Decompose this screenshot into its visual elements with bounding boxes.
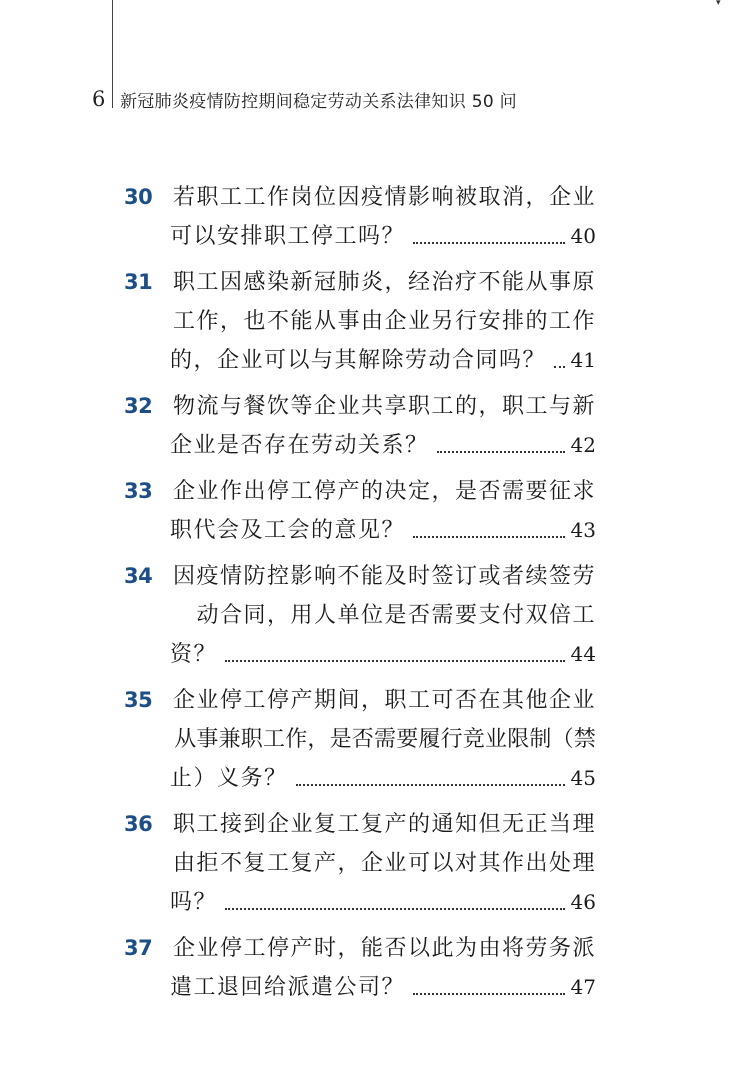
question-text: 遣工退回给派遣公司？ xyxy=(170,975,406,1000)
page-ref: 42 xyxy=(570,433,596,457)
question-number: 34 xyxy=(124,564,153,588)
page-ref: 46 xyxy=(570,890,596,914)
question-text: 企业停工停产期间，职工可否在其他企业 xyxy=(172,688,596,713)
question-text: 从事兼职工作，是否需要履行竞业限制（禁 xyxy=(174,727,596,752)
question-text: 企业作出停工停产的决定，是否需要征求 xyxy=(172,479,596,504)
dot-leader xyxy=(296,784,565,786)
question-number: 33 xyxy=(124,479,153,503)
question-text: 资？ xyxy=(170,642,218,667)
question-text: 企业停工停产时，能否以此为由将劳务派 xyxy=(172,936,596,961)
dot-leader xyxy=(413,536,565,538)
question-text: 因疫情防控影响不能及时签订或者续签劳 xyxy=(172,564,596,589)
question-text: 动合同，用人单位是否需要支付双倍工 xyxy=(196,603,596,628)
toc-entry-37[interactable] xyxy=(124,929,596,1007)
question-number: 35 xyxy=(124,688,153,712)
question-text: 若职工工作岗位因疫情影响被取消，企业 xyxy=(172,185,596,210)
table-of-contents xyxy=(124,178,596,1014)
toc-entry-35[interactable] xyxy=(124,681,596,798)
toc-entry-31[interactable] xyxy=(124,263,596,380)
page-number: 6 xyxy=(92,87,106,111)
dot-leader xyxy=(225,660,565,662)
question-text: 工作，也不能从事由企业另行安排的工作 xyxy=(172,309,596,334)
question-text: 物流与餐饮等企业共享职工的，职工与新 xyxy=(172,394,596,419)
dot-leader xyxy=(437,451,565,453)
question-text: 由拒不复工复产，企业可以对其作出处理 xyxy=(172,851,596,876)
page-ref: 40 xyxy=(570,224,596,248)
question-number: 31 xyxy=(124,270,153,294)
question-text: 职工接到企业复工复产的通知但无正当理 xyxy=(172,812,596,837)
dot-leader xyxy=(413,993,565,995)
question-text: 企业是否存在劳动关系？ xyxy=(170,433,429,458)
dot-leader xyxy=(413,242,565,244)
page-ref: 45 xyxy=(570,766,596,790)
question-text: 止）义务？ xyxy=(170,766,288,791)
corner-mark: ▾ xyxy=(716,0,721,8)
page-ref: 41 xyxy=(570,348,596,372)
question-text: 职代会及工会的意见？ xyxy=(170,518,406,543)
book-title: 新冠肺炎疫情防控期间稳定劳动关系法律知识 50 问 xyxy=(120,91,517,112)
question-number: 37 xyxy=(124,936,153,960)
toc-entry-32[interactable] xyxy=(124,387,596,465)
page-ref: 47 xyxy=(570,975,596,999)
page-ref: 44 xyxy=(570,642,596,666)
toc-entry-33[interactable] xyxy=(124,472,596,550)
question-number: 30 xyxy=(124,185,153,209)
question-text: 职工因感染新冠肺炎，经治疗不能从事原 xyxy=(172,270,596,295)
question-text: 的，企业可以与其解除劳动合同吗？ xyxy=(170,348,547,373)
question-number: 36 xyxy=(124,812,153,836)
toc-entry-36[interactable] xyxy=(124,805,596,922)
toc-entry-34[interactable] xyxy=(124,557,596,674)
question-text: 可以安排职工停工吗？ xyxy=(170,224,406,249)
toc-entry-30[interactable] xyxy=(124,178,596,256)
page-ref: 43 xyxy=(570,518,596,542)
running-header xyxy=(92,87,517,111)
question-number: 32 xyxy=(124,394,153,418)
dot-leader xyxy=(225,908,565,910)
question-text: 吗？ xyxy=(170,890,218,915)
dot-leader xyxy=(554,366,565,368)
